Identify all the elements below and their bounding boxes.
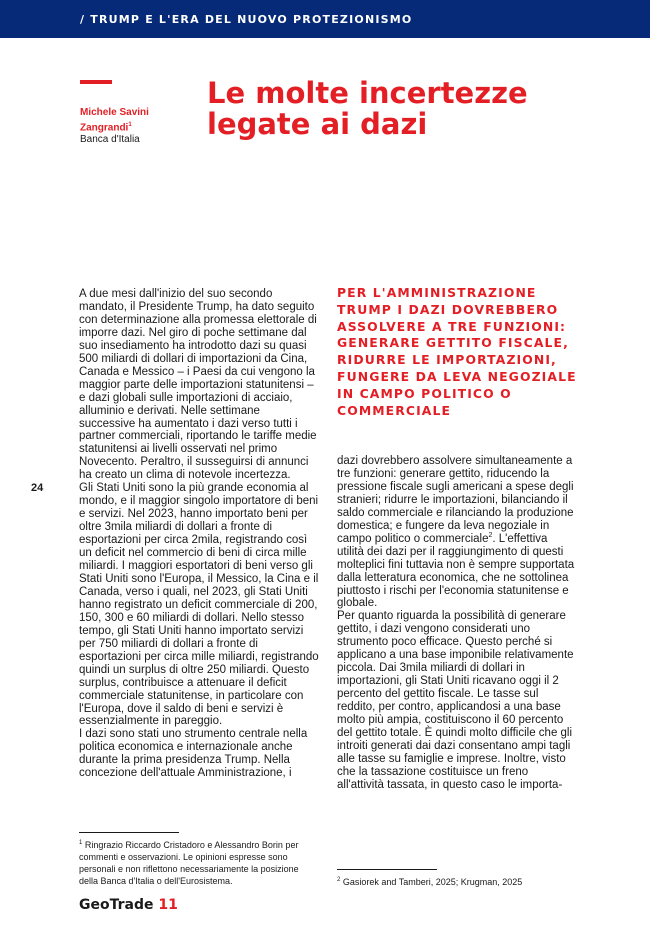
body-paragraph: A due mesi dall'inizio del suo secondo mandato, il Presidente Trump, ha dato seguito con determinazione alla promessa elettorale di imporre dazi. Nel giro di poche settimane dal suo insediamento ha introdotto dazi su quasi 500 miliardi di dollari di importazioni da Cina, Canada e Messico – i Paesi da cui vengono la maggior parte delle importazioni statunitensi – e dazi globali sulle importazioni di acciaio, alluminio e derivati. Nelle settimane successive ha aumentato i dazi verso tutti i partner commerciali, riportando le tariffe medie statunitensi ai livelli osservati nel primo Novecento. Peraltro, il susseguirsi di annunci ha creato un clima di notevole incertezza. [79, 288, 317, 482]
footnote-ref: 2 [488, 531, 493, 539]
body-paragraph: Per quanto riguarda la possibilità di generare gettito, i dazi vengono considerati uno strumento poco efficace. Questo perché si applicano a una base imponibile relativamente piccola. Dai 3mila miliardi di dollari in importazioni, gli Stati Uniti ricavano oggi il 2 percento del gettito fiscale. Le tasse sul reddito, per contro, applicandosi a una base molto più ampia, costituiscono il 60 percento del gettito totale. È quindi molto difficile che gli introiti generati dai dazi consentano ampi tagli alle tasse su famiglie e imprese. Inoltre, visto che la tassazione costituisce un freno all'attività tassata, in questo caso le importa- [337, 610, 574, 791]
footnote-rule [79, 832, 179, 833]
body-paragraph: I dazi sono stati uno strumento centrale nella politica economica e internazionale anche durante la prima presidenza Trump. Nella concezione dell'attuale Amministrazione, i [79, 728, 308, 780]
author-footnote-ref: 1 [128, 122, 132, 128]
publication-brand [79, 897, 178, 913]
accent-rule [80, 80, 112, 84]
section-kicker: / TRUMP E L'ERA DEL NUOVO PROTEZIONISMO [80, 13, 413, 26]
author-affiliation: Banca d'Italia [80, 134, 140, 146]
article-title: Le molte incertezze legate ai dazi [207, 76, 528, 141]
author-name: Michele Savini Zangrandi$^1$ [80, 107, 149, 134]
body-paragraph: Gli Stati Uniti sono la più grande economia al mondo, e il maggior singolo importatore di beni e servizi. Nel 2023, hanno importato beni per oltre 3mila miliardi di dollari a fronte di esportazioni per circa 2mila, registrando così un deficit nel commercio di beni di circa mille miliardi. I maggiori esportatori di beni verso gli Stati Uniti sono l'Europa, il Messico, la Cina e il Canada, verso i quali, nel 2023, gli Stati Uniti hanno registrato un deficit commerciale di 200, 150, 300 e 60 miliardi di dollari. Nello stesso tempo, gli Stati Uniti hanno importato servizi per 750 miliardi di dollari a fronte di esportazioni per circa mille miliardi, registrando quindi un surplus di oltre 250 miliardi. Questo surplus, contribuisce a attenuare il deficit commerciale statunitense, in particolare con l'Europa, dove il saldo di beni e servizi è essenzialmente in pareggio. [79, 482, 319, 728]
section-header-bar [0, 0, 650, 38]
body-column-right [337, 455, 576, 792]
body-paragraph: dazi dovrebbero assolvere simultaneamente a tre funzioni: generare gettito, riducendo la pressione fiscale sugli americani a spese degli stranieri; ridurre le importazioni, bilanciando il saldo commerciale e rilanciando la produzione domestica; e fungere da leva negoziale in campo politico o commerciale$^2$. L'effettiva utilità dei dazi per il raggiungimento di questi molteplici fini tuttavia non è sempre supportata dalla letteratura economica, che ne sottolinea piuttosto i rischi per l'economia statunitense e globale. [337, 455, 575, 610]
page-number: 24 [31, 482, 44, 494]
pull-quote: PER L'AMMINISTRAZIONE TRUMP I DAZI DOVREBBERO ASSOLVERE A TRE FUNZIONI: GENERARE GETTITO FISCALE, RIDURRE LE IMPORTAZIONI, FUNGERE DA LEVA NEGOZIALE IN CAMPO POLITICO O COMMERCIALE [337, 285, 577, 418]
brand-name: GeoTrade [79, 897, 154, 913]
brand-issue: 11 [158, 897, 178, 913]
footnote-rule [337, 869, 437, 870]
body-column-left [79, 288, 319, 780]
footnote-1: $^1$ Ringrazio Riccardo Cristadoro e Alessandro Borin per commenti e osservazioni. Le opinioni espresse sono personali e non riflettono necessariamente la posizione della Banca d'Italia o dell'Eurosistema. [79, 840, 299, 886]
footnote-2: $^2$ Gasiorek and Tamberi, 2025; Krugman, 2025 [337, 877, 523, 887]
author-block [80, 107, 200, 146]
